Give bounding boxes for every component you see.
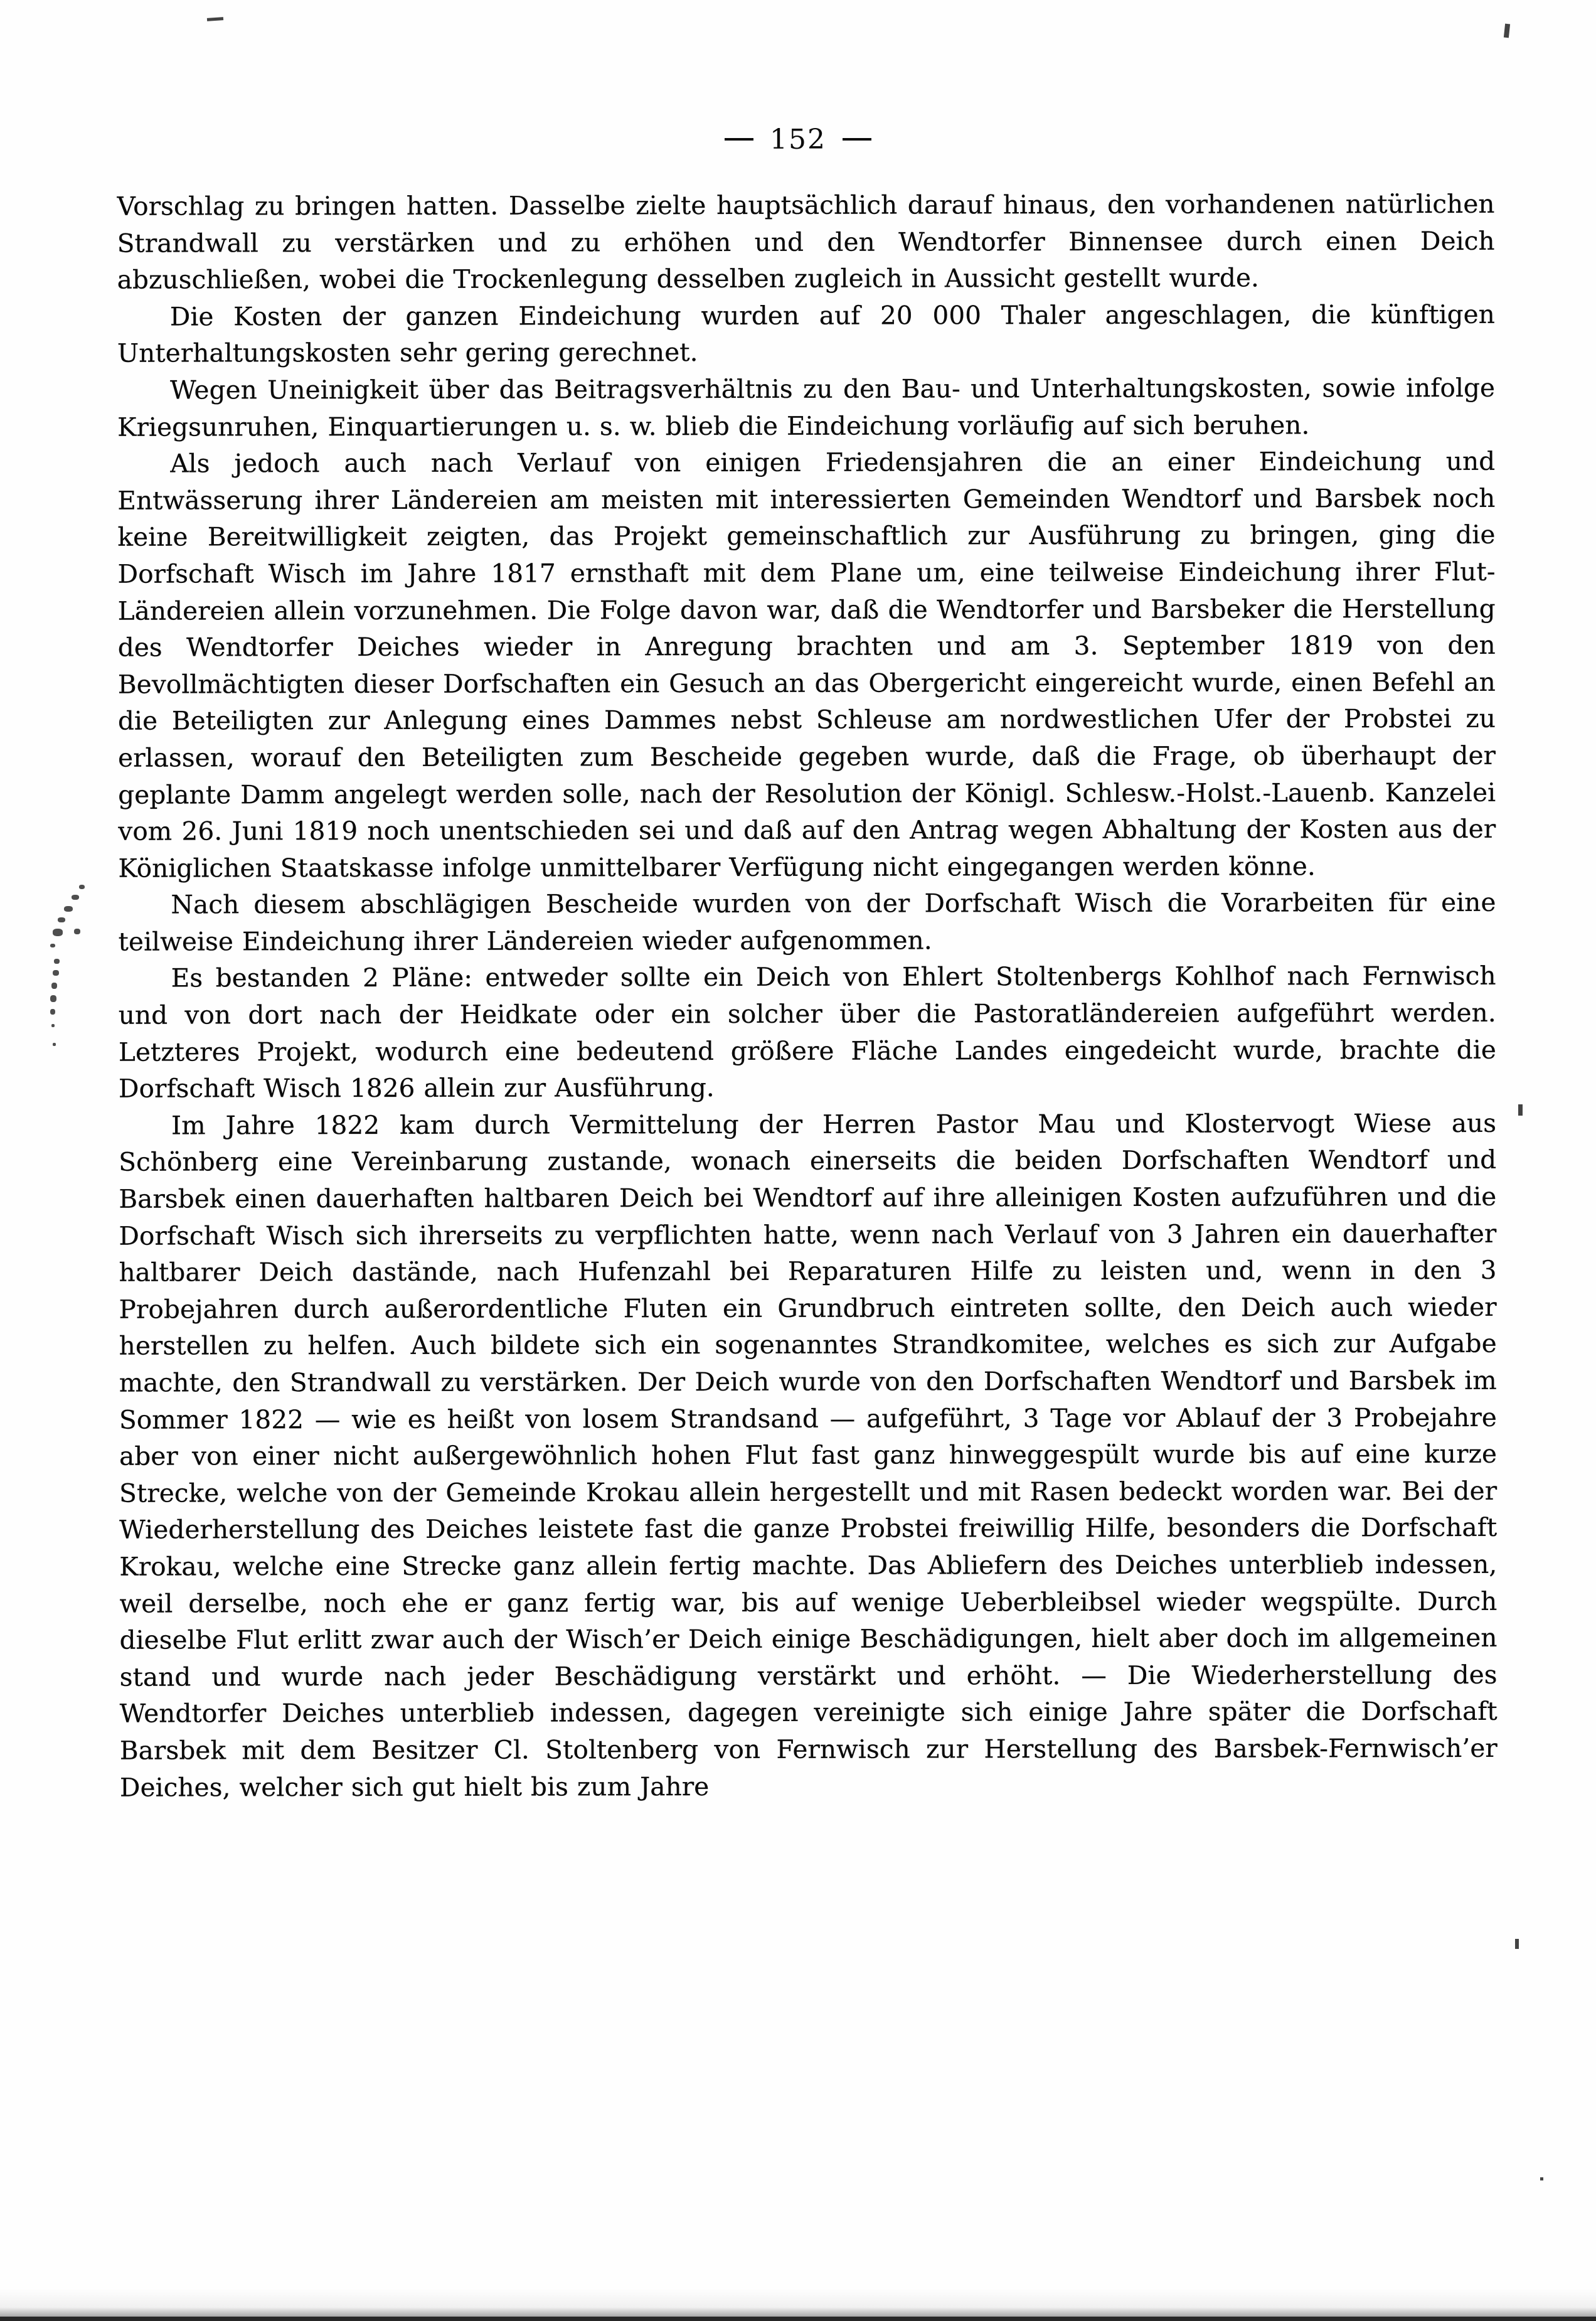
paragraph: Als jedoch auch nach Verlauf von einigen Friedensjahren die an einer Eindeichung und Entwässerung ihrer Ländereien am meisten mit interessierten Gemeinden Wendtorf und Barsbek noch keine Bereitwilligkeit zeigten, das Projekt gemeinschaftlich zur Ausführung zu bringen, ging die Dorfschaft Wisch im Jahre 1817 ernsthaft mit dem Plane um, eine teilweise Eindeichung ihrer Flut-Ländereien allein vorzunehmen. Die Folge davon war, daß die Wendtorfer und Barsbeker die Herstellung des Wendtorfer Deiches wieder in Anregung brachten und am 3. September 1819 von den Bevollmächtigten dieser Dorfschaften ein Gesuch an das Obergericht eingereicht wurde, einen Befehl an die Beteiligten zur Anlegung eines Dammes nebst Schleuse am nordwestlichen Ufer der Probstei zu erlassen, worauf den Beteiligten zum Bescheide gegeben wurde, daß die Frage, ob überhaupt der geplante Damm angelegt werden solle, nach der Resolution der Königl. Schlesw.-Holst.-Lauenb. Kanzelei vom 26. Juni 1819 noch unentschieden sei und daß auf den Antrag wegen Abhaltung der Kosten aus der Königlichen Staatskasse infolge unmittelbarer Verfügung nicht eingegangen werden könne. [117, 446, 1496, 883]
scan-speck [1518, 1104, 1523, 1116]
scan-speck [1540, 2177, 1543, 2180]
page-number: 152 [770, 123, 826, 156]
paragraph: Wegen Uneinigkeit über das Beitragsverhältnis zu den Bau- und Unterhaltungskosten, sowie infolge Kriegsunruhen, Einquartierungen u. s. w. blieb die Eindeichung vorläufig auf sich beruhen. [117, 372, 1496, 442]
scan-speck [1515, 1939, 1519, 1949]
rule-left [725, 138, 753, 141]
scan-speck [1504, 24, 1510, 38]
paragraph: Im Jahre 1822 kam durch Vermittelung der Herren Pastor Mau und Klostervogt Wiese aus Schönberg eine Vereinbarung zustande, wonach einerseits die beiden Dorfschaften Wendtorf und Barsbek einen dauerhaften haltbaren Deich bei Wendtorf auf ihre alleinigen Kosten aufzuführen und die Dorfschaft Wisch sich ihrerseits zu verpflichten hatte, wenn nach Verlauf von 3 Jahren ein dauerhafter haltbarer Deich dastände, nach Hufenzahl bei Reparaturen Hilfe zu leisten und, wenn in den 3 Probejahren durch außerordentliche Fluten ein Grundbruch eintreten sollte, den Deich auch wieder herstellen zu helfen. Auch bildete sich ein sogenanntes Strandkomitee, welches es sich zur Aufgabe machte, den Strandwall zu verstärken. Der Deich wurde von den Dorfschaften Wendtorf und Barsbek im Sommer 1822 — wie es heißt von losem Strandsand — aufgeführt, 3 Tage vor Ablauf der 3 Probejahre aber von einer nicht außergewöhnlich hohen Flut fast ganz hinweggespült wurde bis auf eine kurze Strecke, welche von der Gemeinde Krokau allein hergestellt und mit Rasen bedeckt worden war. Bei der Wiederherstellung des Deiches leistete fast die ganze Probstei freiwillig Hilfe, besonders die Dorfschaft Krokau, welche eine Strecke ganz allein fertig machte. Das Abliefern des Deiches unterblieb indessen, weil derselbe, noch ehe er ganz fertig war, bis auf wenige Ueberbleibsel wieder wegspülte. Durch dieselbe Flut erlitt zwar auch der Wisch’er Deich einige Beschädigungen, hielt aber doch im allgemeinen stand und wurde nach jeder Beschädigung verstärkt und erhöht. — Die Wiederherstellung des Wendtorfer Deiches unterblieb indessen, dagegen vereinigte sich einige Jahre später die Dorfschaft Barsbek mit dem Besitzer Cl. Stoltenberg von Fernwisch zur Herstellung des Barsbek-Fernwisch’er Deiches, welcher sich gut hielt bis zum Jahre [119, 1107, 1498, 1803]
running-head [0, 123, 1596, 156]
scan-speck [207, 17, 223, 21]
scan-bottom-edge [0, 2317, 1596, 2321]
paragraph: Es bestanden 2 Pläne: entweder sollte ein Deich von Ehlert Stoltenbergs Kohlhof nach Fernwisch und von dort nach der Heidkate oder ein solcher über die Pastoratländereien aufgeführt werden. Letzteres Projekt, wodurch eine bedeutend größere Fläche Landes eingedeicht wurde, brachte die Dorfschaft Wisch 1826 allein zur Ausführung. [118, 961, 1496, 1104]
scan-smudge-artifact [25, 878, 100, 1054]
body-text-block [117, 186, 1498, 1806]
paragraph: Vorschlag zu bringen hatten. Dasselbe zielte hauptsächlich darauf hinaus, den vorhandenen natürlichen Strandwall zu verstärken und zu erhöhen und den Wendtorfer Binnensee durch einen Deich abzuschließen, wobei die Trockenlegung desselben zugleich in Aussicht gestellt wurde. [117, 188, 1495, 295]
scan-bottom-shadow [0, 2288, 1596, 2321]
rule-right [843, 138, 871, 141]
paragraph: Nach diesem abschlägigen Bescheide wurden von der Dorfschaft Wisch die Vorarbeiten für eine teilweise Eindeichung ihrer Ländereien wieder aufgenommen. [118, 887, 1496, 957]
paragraph: Die Kosten der ganzen Eindeichung wurden auf 20 000 Thaler angeschlagen, die künftigen Unterhaltungskosten sehr gering gerechnet. [117, 299, 1495, 369]
